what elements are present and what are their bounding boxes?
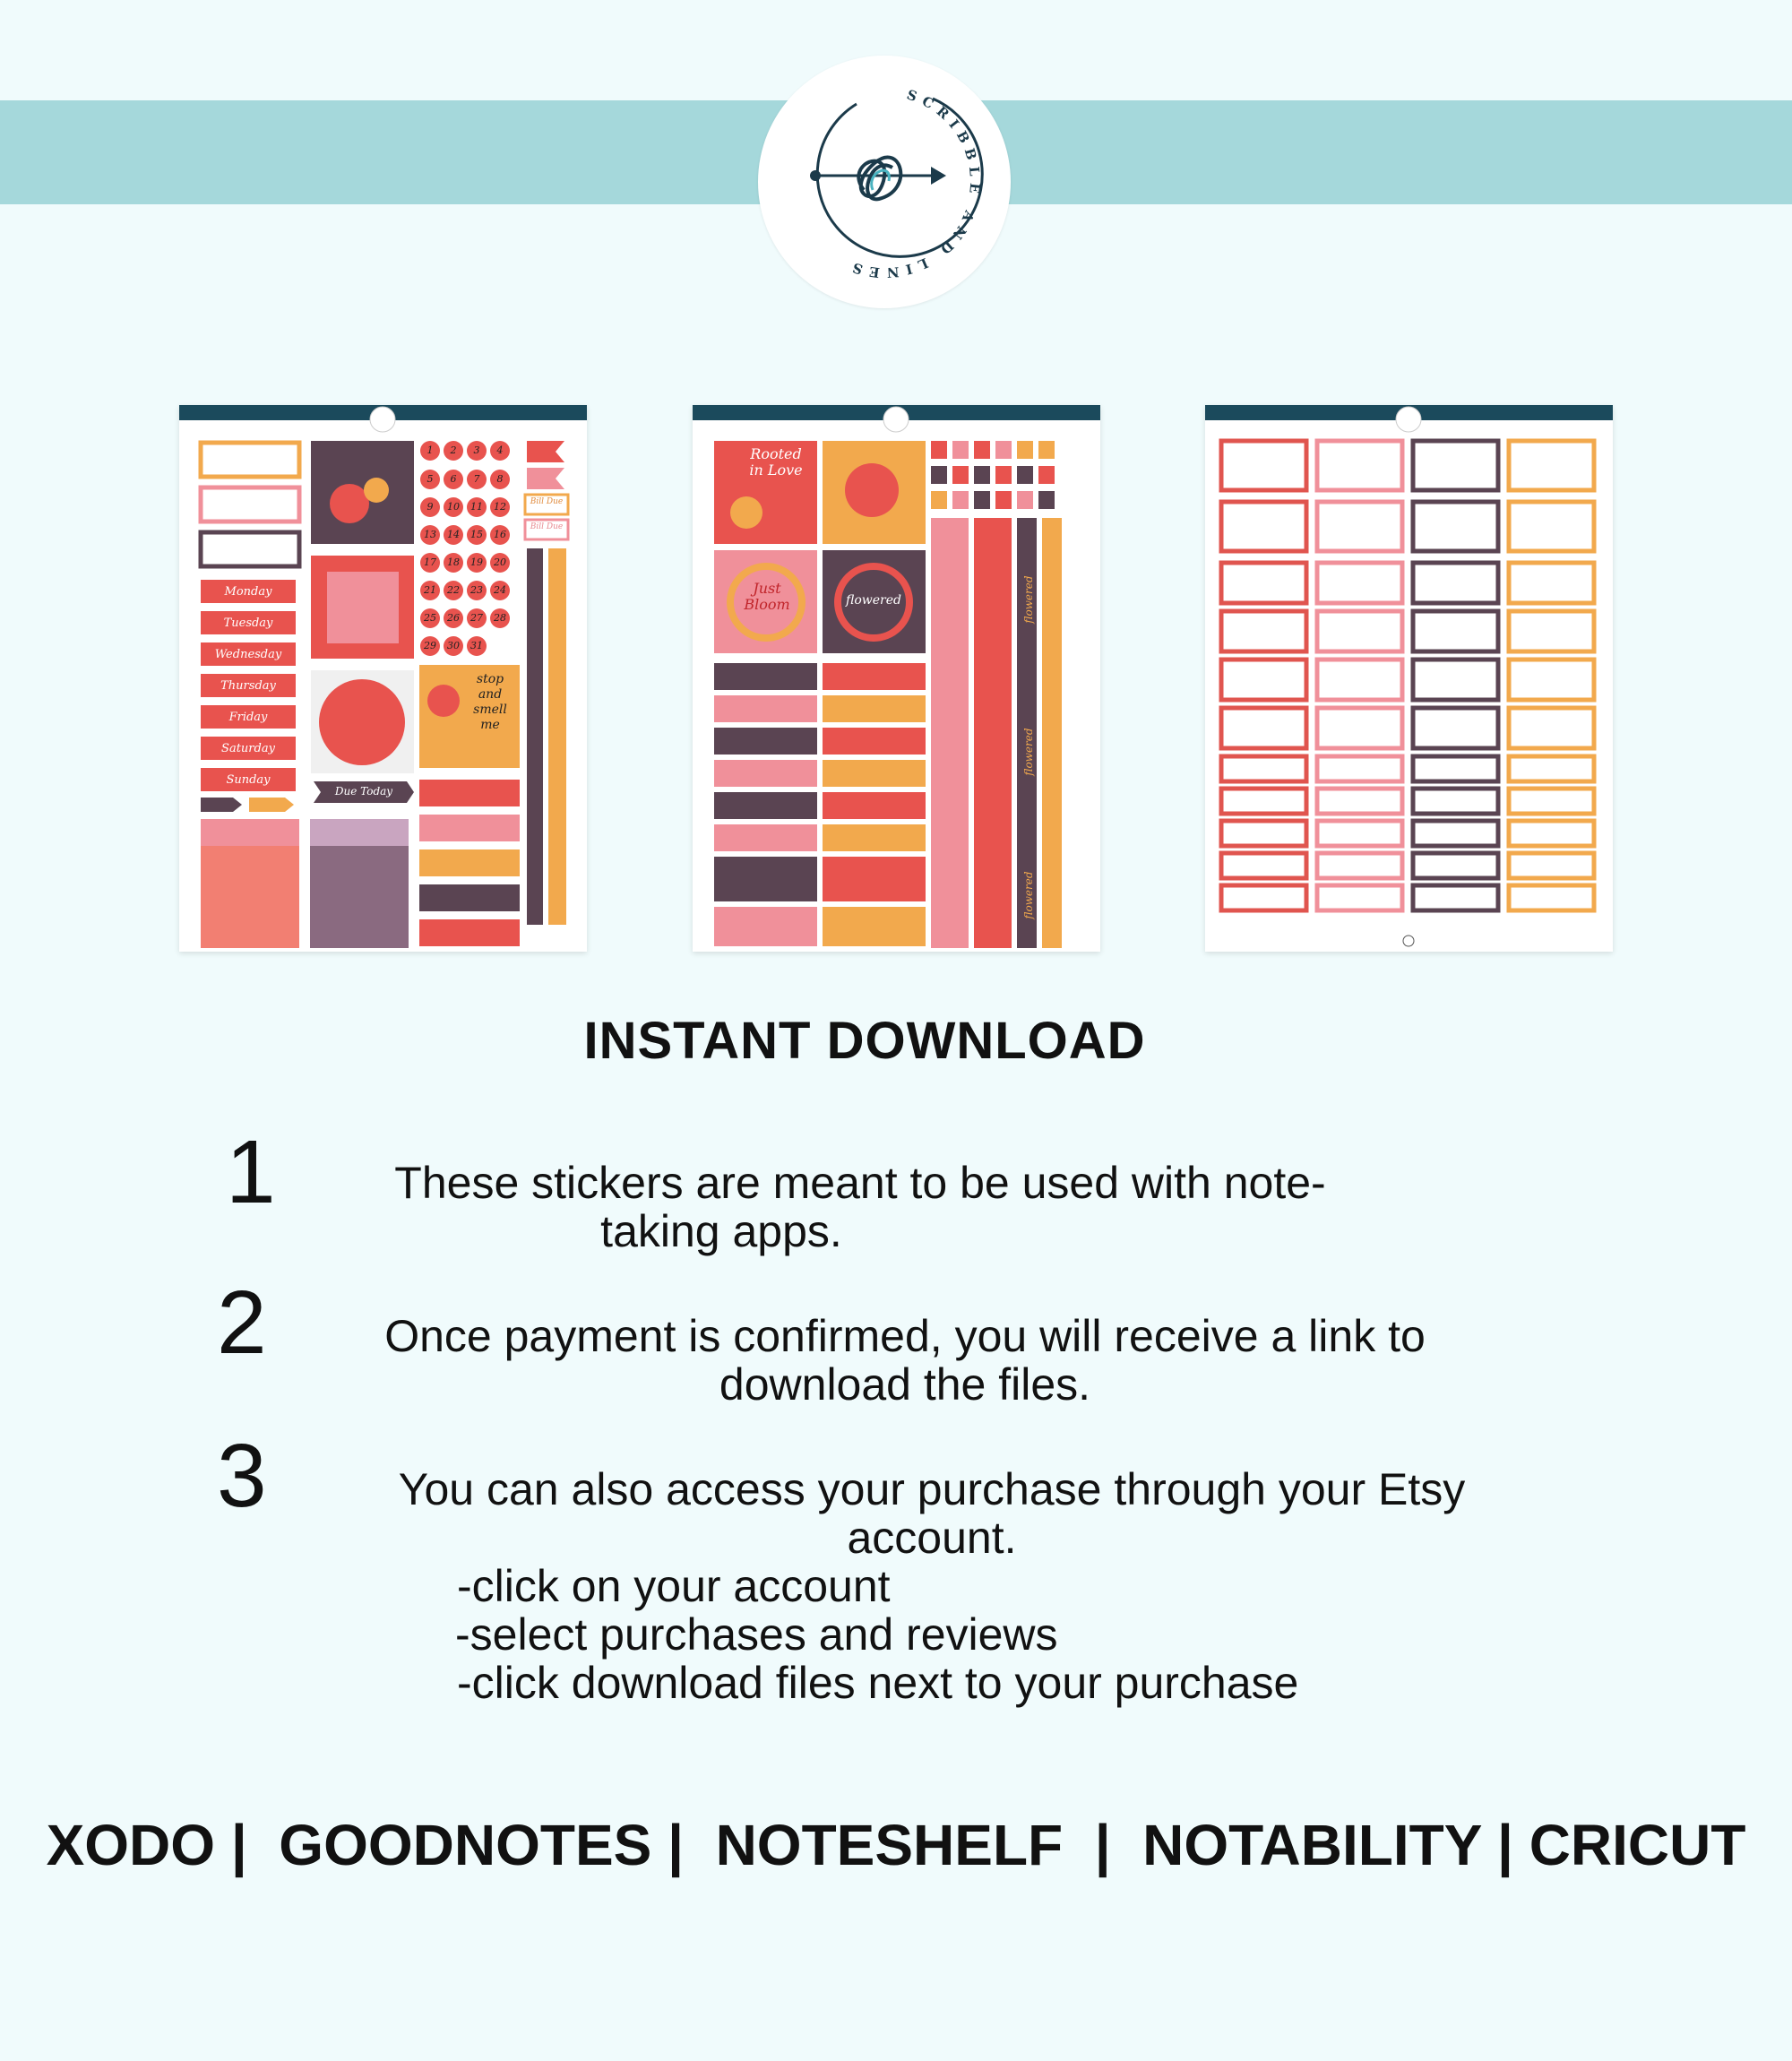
- date-number: 21: [424, 584, 436, 596]
- date-number: 11: [470, 501, 483, 513]
- date-number: 2: [450, 444, 457, 456]
- brand-logo: [758, 56, 1011, 308]
- step-number-2: 2: [217, 1272, 267, 1373]
- due-today-label: Due Today: [334, 785, 393, 798]
- date-number: 13: [424, 529, 436, 540]
- checkbox-sticker: [1221, 502, 1306, 551]
- step-3-text: [305, 1465, 1559, 1562]
- date-circle-labels: [179, 405, 587, 674]
- checkbox-sticker: [1221, 821, 1306, 846]
- date-number: 14: [447, 529, 460, 540]
- step-3-bullet-3: -click download files next to your purchase: [457, 1658, 1299, 1708]
- date-number: 18: [447, 556, 460, 568]
- checkbox-sticker: [1221, 789, 1306, 814]
- checkbox-sticker: [1221, 660, 1306, 700]
- step-number-3: 3: [217, 1426, 267, 1526]
- sticker-sheet-preview-3: [1205, 405, 1613, 952]
- weekday-label: Tuesday: [223, 617, 273, 630]
- step-3-bullet-1: -click on your account: [457, 1561, 891, 1611]
- instant-download-heading: INSTANT DOWNLOAD: [583, 1012, 1146, 1070]
- step-3-bullet-2: -select purchases and reviews: [455, 1609, 1058, 1660]
- date-number: 26: [447, 612, 460, 624]
- stop-and-smell-quote: stop and smell me: [473, 672, 507, 732]
- checkbox-sticker: [1509, 611, 1594, 651]
- rooted-in-love-quote: Rooted in Love: [749, 445, 803, 479]
- weekday-label: Friday: [228, 711, 268, 724]
- date-number: 24: [494, 584, 506, 596]
- date-number: 15: [470, 529, 483, 540]
- weekday-label: Monday: [224, 585, 272, 599]
- step-3-line-2: account.: [847, 1513, 1017, 1563]
- date-number: 4: [496, 444, 504, 456]
- date-number: 16: [494, 529, 506, 540]
- checkbox-sticker: [1509, 789, 1594, 814]
- svg-text:SCRIBBLE AND LINES: [845, 86, 984, 280]
- step-2-line-2: download the files.: [719, 1359, 1091, 1410]
- bill-due-label: Bill Due: [530, 497, 564, 506]
- date-number: 8: [496, 473, 504, 485]
- date-number: 19: [470, 556, 483, 568]
- washi-label: flowered: [1022, 728, 1035, 776]
- step-1-line-2: taking apps.: [600, 1206, 842, 1256]
- checkbox-sticker: [1509, 563, 1594, 603]
- checkbox-sticker: [1413, 708, 1498, 748]
- checkbox-sticker: [1317, 660, 1402, 700]
- date-number: 7: [473, 473, 480, 485]
- checkbox-sticker: [1509, 885, 1594, 910]
- date-number: 30: [447, 640, 460, 651]
- checkbox-sticker: [1317, 563, 1402, 603]
- checkbox-sticker: [1413, 441, 1498, 490]
- checkbox-sticker: [1221, 853, 1306, 878]
- checkbox-sticker: [1413, 789, 1498, 814]
- checkbox-sticker: [1317, 756, 1402, 781]
- checkbox-sticker: [1509, 441, 1594, 490]
- checkbox-sticker: [1413, 756, 1498, 781]
- checkbox-sticker: [1413, 821, 1498, 846]
- checkbox-sticker: [1317, 821, 1402, 846]
- sticker-sheet-preview-2: [693, 405, 1100, 952]
- checkbox-sticker: [1509, 502, 1594, 551]
- checkbox-sticker: [1221, 563, 1306, 603]
- sticker-sheet-preview-1: [179, 405, 587, 952]
- date-number: 20: [494, 556, 506, 568]
- date-number: 12: [494, 501, 506, 513]
- date-number: 9: [426, 501, 434, 513]
- date-number: 17: [424, 556, 436, 568]
- step-2-text: [296, 1312, 1514, 1409]
- flowered-quote: flowered: [846, 593, 901, 608]
- washi-label: flowered: [1022, 871, 1035, 919]
- just-bloom-quote: Just Bloom: [744, 580, 790, 613]
- step-number-1: 1: [226, 1122, 276, 1222]
- weekday-label: Wednesday: [214, 648, 282, 661]
- checkbox-sticker: [1413, 563, 1498, 603]
- step-1-text: [269, 1159, 1452, 1255]
- checkbox-sticker: [1413, 502, 1498, 551]
- step-3-line-1: You can also access your purchase through your Etsy: [398, 1464, 1466, 1514]
- weekday-label: Sunday: [226, 773, 271, 787]
- checkbox-sticker: [1221, 708, 1306, 748]
- checkbox-sticker: [1317, 885, 1402, 910]
- checkbox-sticker: [1221, 611, 1306, 651]
- washi-label: flowered: [1022, 575, 1035, 624]
- checkbox-sticker: [1221, 441, 1306, 490]
- date-number: 29: [424, 640, 436, 651]
- step-1-line-1: These stickers are meant to be used with note-: [394, 1158, 1326, 1208]
- checkbox-sticker: [1317, 611, 1402, 651]
- checkbox-sticker: [1317, 853, 1402, 878]
- date-number: 31: [470, 640, 483, 651]
- checkbox-sticker: [1509, 821, 1594, 846]
- checkbox-sticker: [1221, 885, 1306, 910]
- brand-name-ring: SCRIBBLE AND LINES: [844, 86, 984, 281]
- date-number: 3: [473, 444, 480, 456]
- checkbox-sticker: [1413, 853, 1498, 878]
- date-number: 22: [447, 584, 460, 596]
- checkbox-sticker: [1221, 756, 1306, 781]
- date-number: 23: [470, 584, 483, 596]
- checkbox-sticker: [1317, 708, 1402, 748]
- date-number: 27: [470, 612, 483, 624]
- checkbox-sticker: [1509, 708, 1594, 748]
- date-number: 5: [426, 473, 434, 485]
- checkbox-sticker: [1317, 502, 1402, 551]
- checkbox-sticker: [1413, 885, 1498, 910]
- checkbox-sticker: [1509, 853, 1594, 878]
- checkbox-sticker: [1317, 441, 1402, 490]
- date-number: 28: [494, 612, 506, 624]
- step-2-line-1: Once payment is confirmed, you will receive a link to: [384, 1311, 1426, 1361]
- weekday-label: Thursday: [220, 679, 276, 693]
- date-number: 6: [450, 473, 457, 485]
- date-number: 1: [426, 444, 434, 456]
- weekday-label: Saturday: [221, 742, 275, 755]
- checkbox-sticker: [1413, 660, 1498, 700]
- checkbox-sticker: [1317, 789, 1402, 814]
- compatible-apps-line: XODO | GOODNOTES | NOTESHELF | NOTABILITY | CRICUT: [46, 1813, 1746, 1877]
- date-number: 10: [447, 501, 460, 513]
- checkbox-sticker: [1509, 660, 1594, 700]
- bill-due-label: Bill Due: [530, 522, 564, 531]
- date-number: 25: [424, 612, 436, 624]
- checkbox-sticker: [1413, 611, 1498, 651]
- checkbox-sticker: [1509, 756, 1594, 781]
